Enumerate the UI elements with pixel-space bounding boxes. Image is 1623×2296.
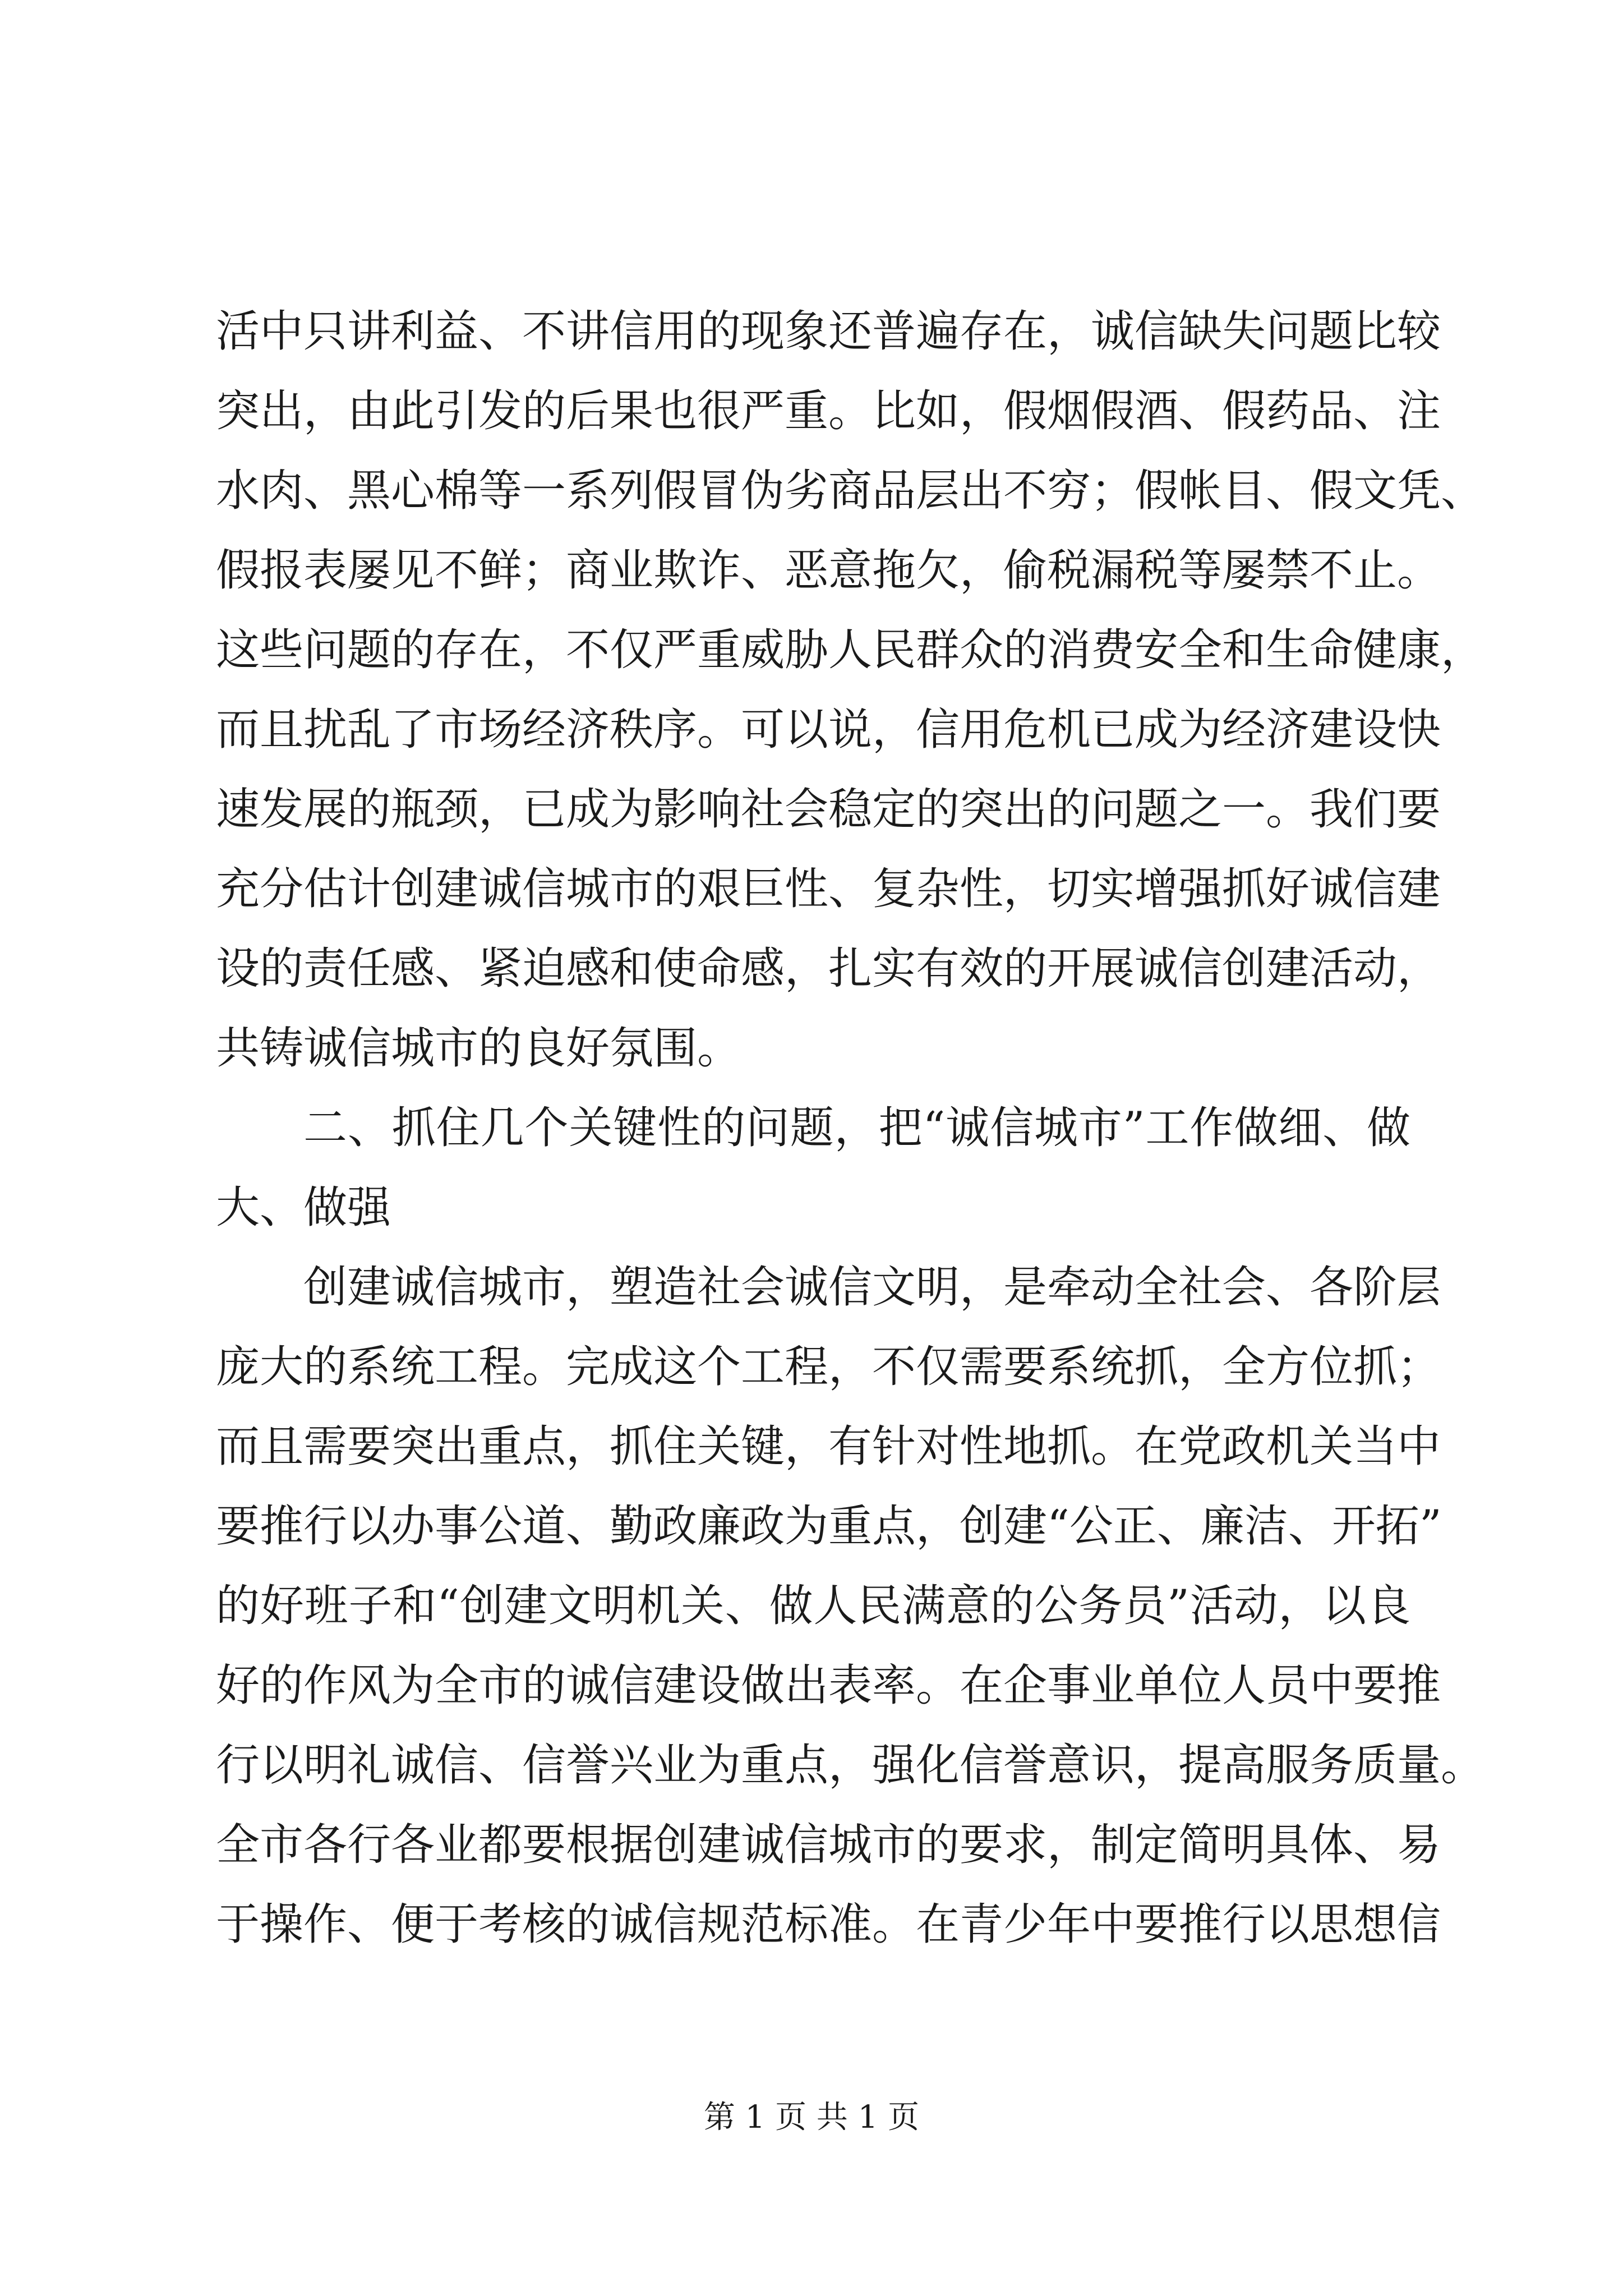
text-line: 创建诚信城市，塑造社会诚信文明，是牵动全社会、各阶层 — [303, 1262, 1441, 1313]
text-line: 活中只讲利益、不讲信用的现象还普遍存在，诚信缺失问题比较 — [216, 306, 1441, 357]
text-line: 速发展的瓶颈，已成为影响社会稳定的突出的问题之一。我们要 — [216, 784, 1441, 835]
text-line: 假报表屡见不鲜；商业欺诈、恶意拖欠，偷税漏税等屡禁不止。 — [216, 545, 1441, 596]
text-line: 这些问题的存在，不仅严重威胁人民群众的消费安全和生命健康， — [216, 625, 1485, 675]
text-line: 庞大的系统工程。完成这个工程，不仅需要系统抓，全方位抓； — [216, 1342, 1441, 1392]
page-footer: 第 1 页 共 1 页 — [703, 2099, 920, 2136]
text-line: 大、做强 — [216, 1182, 391, 1233]
text-line: 二、抓住几个关键性的问题，把“诚信城市”工作做细、做 — [303, 1103, 1410, 1153]
text-line: 设的责任感、紧迫感和使命感，扎实有效的开展诚信创建活动， — [216, 944, 1441, 994]
text-line: 充分估计创建诚信城市的艰巨性、复杂性，切实增强抓好诚信建 — [216, 864, 1441, 914]
text-line: 而且扰乱了市场经济秩序。可以说，信用危机已成为经济建设快 — [216, 705, 1441, 755]
text-line: 全市各行各业都要根据创建诚信城市的要求，制定简明具体、易 — [216, 1820, 1441, 1870]
text-line: 于操作、便于考核的诚信规范标准。在青少年中要推行以思想信 — [216, 1899, 1441, 1950]
text-line: 好的作风为全市的诚信建设做出表率。在企事业单位人员中要推 — [216, 1660, 1441, 1711]
text-line: 要推行以办事公道、勤政廉政为重点，创建“公正、廉洁、开拓” — [216, 1501, 1442, 1552]
document-body — [216, 292, 1485, 1964]
text-line: 水肉、黑心棉等一系列假冒伪劣商品层出不穷；假帐目、假文凭、 — [216, 466, 1485, 516]
text-line: 的好班子和“创建文明机关、做人民满意的公务员”活动，以良 — [216, 1581, 1410, 1631]
text-line: 而且需要突出重点，抓住关键，有针对性地抓。在党政机关当中 — [216, 1421, 1441, 1472]
text-line: 突出，由此引发的后果也很严重。比如，假烟假酒、假药品、注 — [216, 386, 1441, 436]
text-line: 共铸诚信城市的良好氛围。 — [216, 1023, 741, 1074]
text-line: 行以明礼诚信、信誉兴业为重点，强化信誉意识，提高服务质量。 — [216, 1740, 1485, 1791]
